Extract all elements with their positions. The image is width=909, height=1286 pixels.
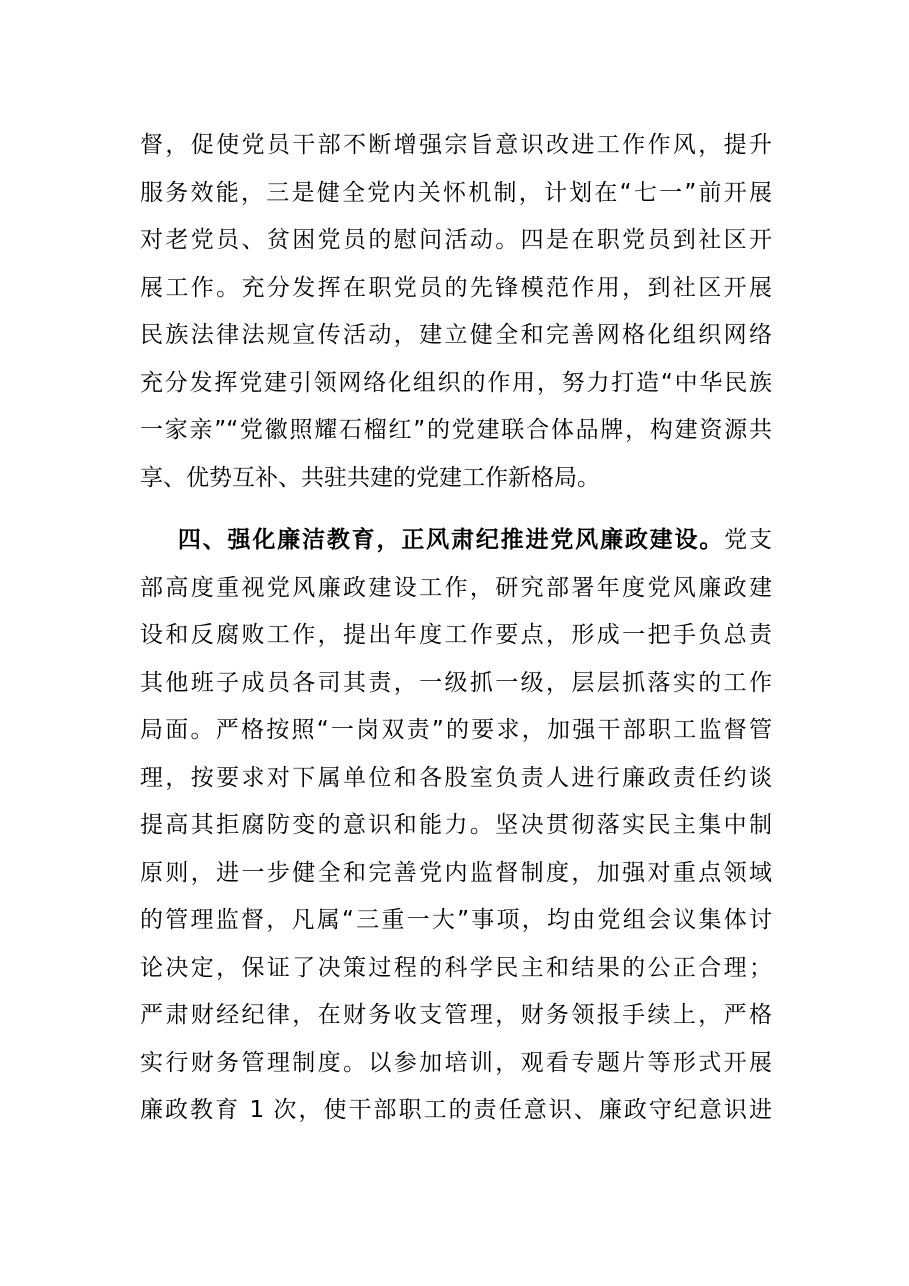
text-line: 理，按要求对下属单位和各股室负责人进行廉政责任约谈 [140, 764, 772, 791]
heading-line-rest: 党支 [724, 527, 772, 553]
text-line: 的管理监督，凡属“三重一大”事项，均由党组会议集体讨 [140, 907, 772, 933]
text-line: 督，促使党员干部不断增强宗旨意识改进工作作风，提升 [140, 132, 772, 158]
text-line: 民族法律法规宣传活动，建立健全和完善网格化组织网络 [140, 322, 772, 348]
text-line: 享、优势互补、共驻共建的党建工作新格局。 [140, 464, 600, 491]
text-line: 服务效能，三是健全党内关怀机制，计划在“七一”前开展 [140, 179, 772, 206]
text-line: 其他班子成员各司其责，一级抓一级，层层抓落实的工作 [140, 669, 772, 696]
paragraph-1 [140, 122, 772, 502]
text-line: 提高其拒腐防变的意识和能力。坚决贯彻落实民主集中制 [140, 812, 772, 838]
paragraph-2 [140, 517, 772, 1135]
text-line: 论决定，保证了决策过程的科学民主和结果的公正合理； [140, 954, 772, 981]
text-line: 原则，进一步健全和完善党内监督制度，加强对重点领域 [140, 859, 772, 886]
text-line: 设和反腐败工作，提出年度工作要点，形成一把手负总责 [140, 622, 772, 648]
text-line: 实行财务管理制度。以参加培训，观看专题片等形式开展 [140, 1049, 772, 1076]
section-heading: 四、强化廉洁教育，正风肃纪推进党风廉政建设。 [176, 527, 725, 553]
text-line: 局面。严格按照“一岗双责”的要求，加强干部职工监督管 [140, 717, 772, 743]
text-line: 廉政教育 1 次，使干部职工的责任意识、廉政守纪意识进 [140, 1097, 772, 1123]
text-line: 部高度重视党风廉政建设工作，研究部署年度党风廉政建 [140, 574, 772, 601]
heading-line [140, 517, 772, 565]
text-line: 对老党员、贫困党员的慰问活动。四是在职党员到社区开 [140, 227, 772, 253]
text-line: 一家亲”“党徽照耀石榴红”的党建联合体品牌，构建资源共 [140, 417, 772, 443]
text-line: 充分发挥党建引领网络化组织的作用，努力打造“中华民族 [140, 369, 772, 396]
text-line: 展工作。充分发挥在职党员的先锋模范作用，到社区开展 [140, 274, 772, 301]
text-line: 严肃财经纪律，在财务收支管理，财务领报手续上，严格 [140, 1002, 772, 1028]
document-body [140, 122, 772, 1135]
paragraph-gap [140, 502, 772, 517]
